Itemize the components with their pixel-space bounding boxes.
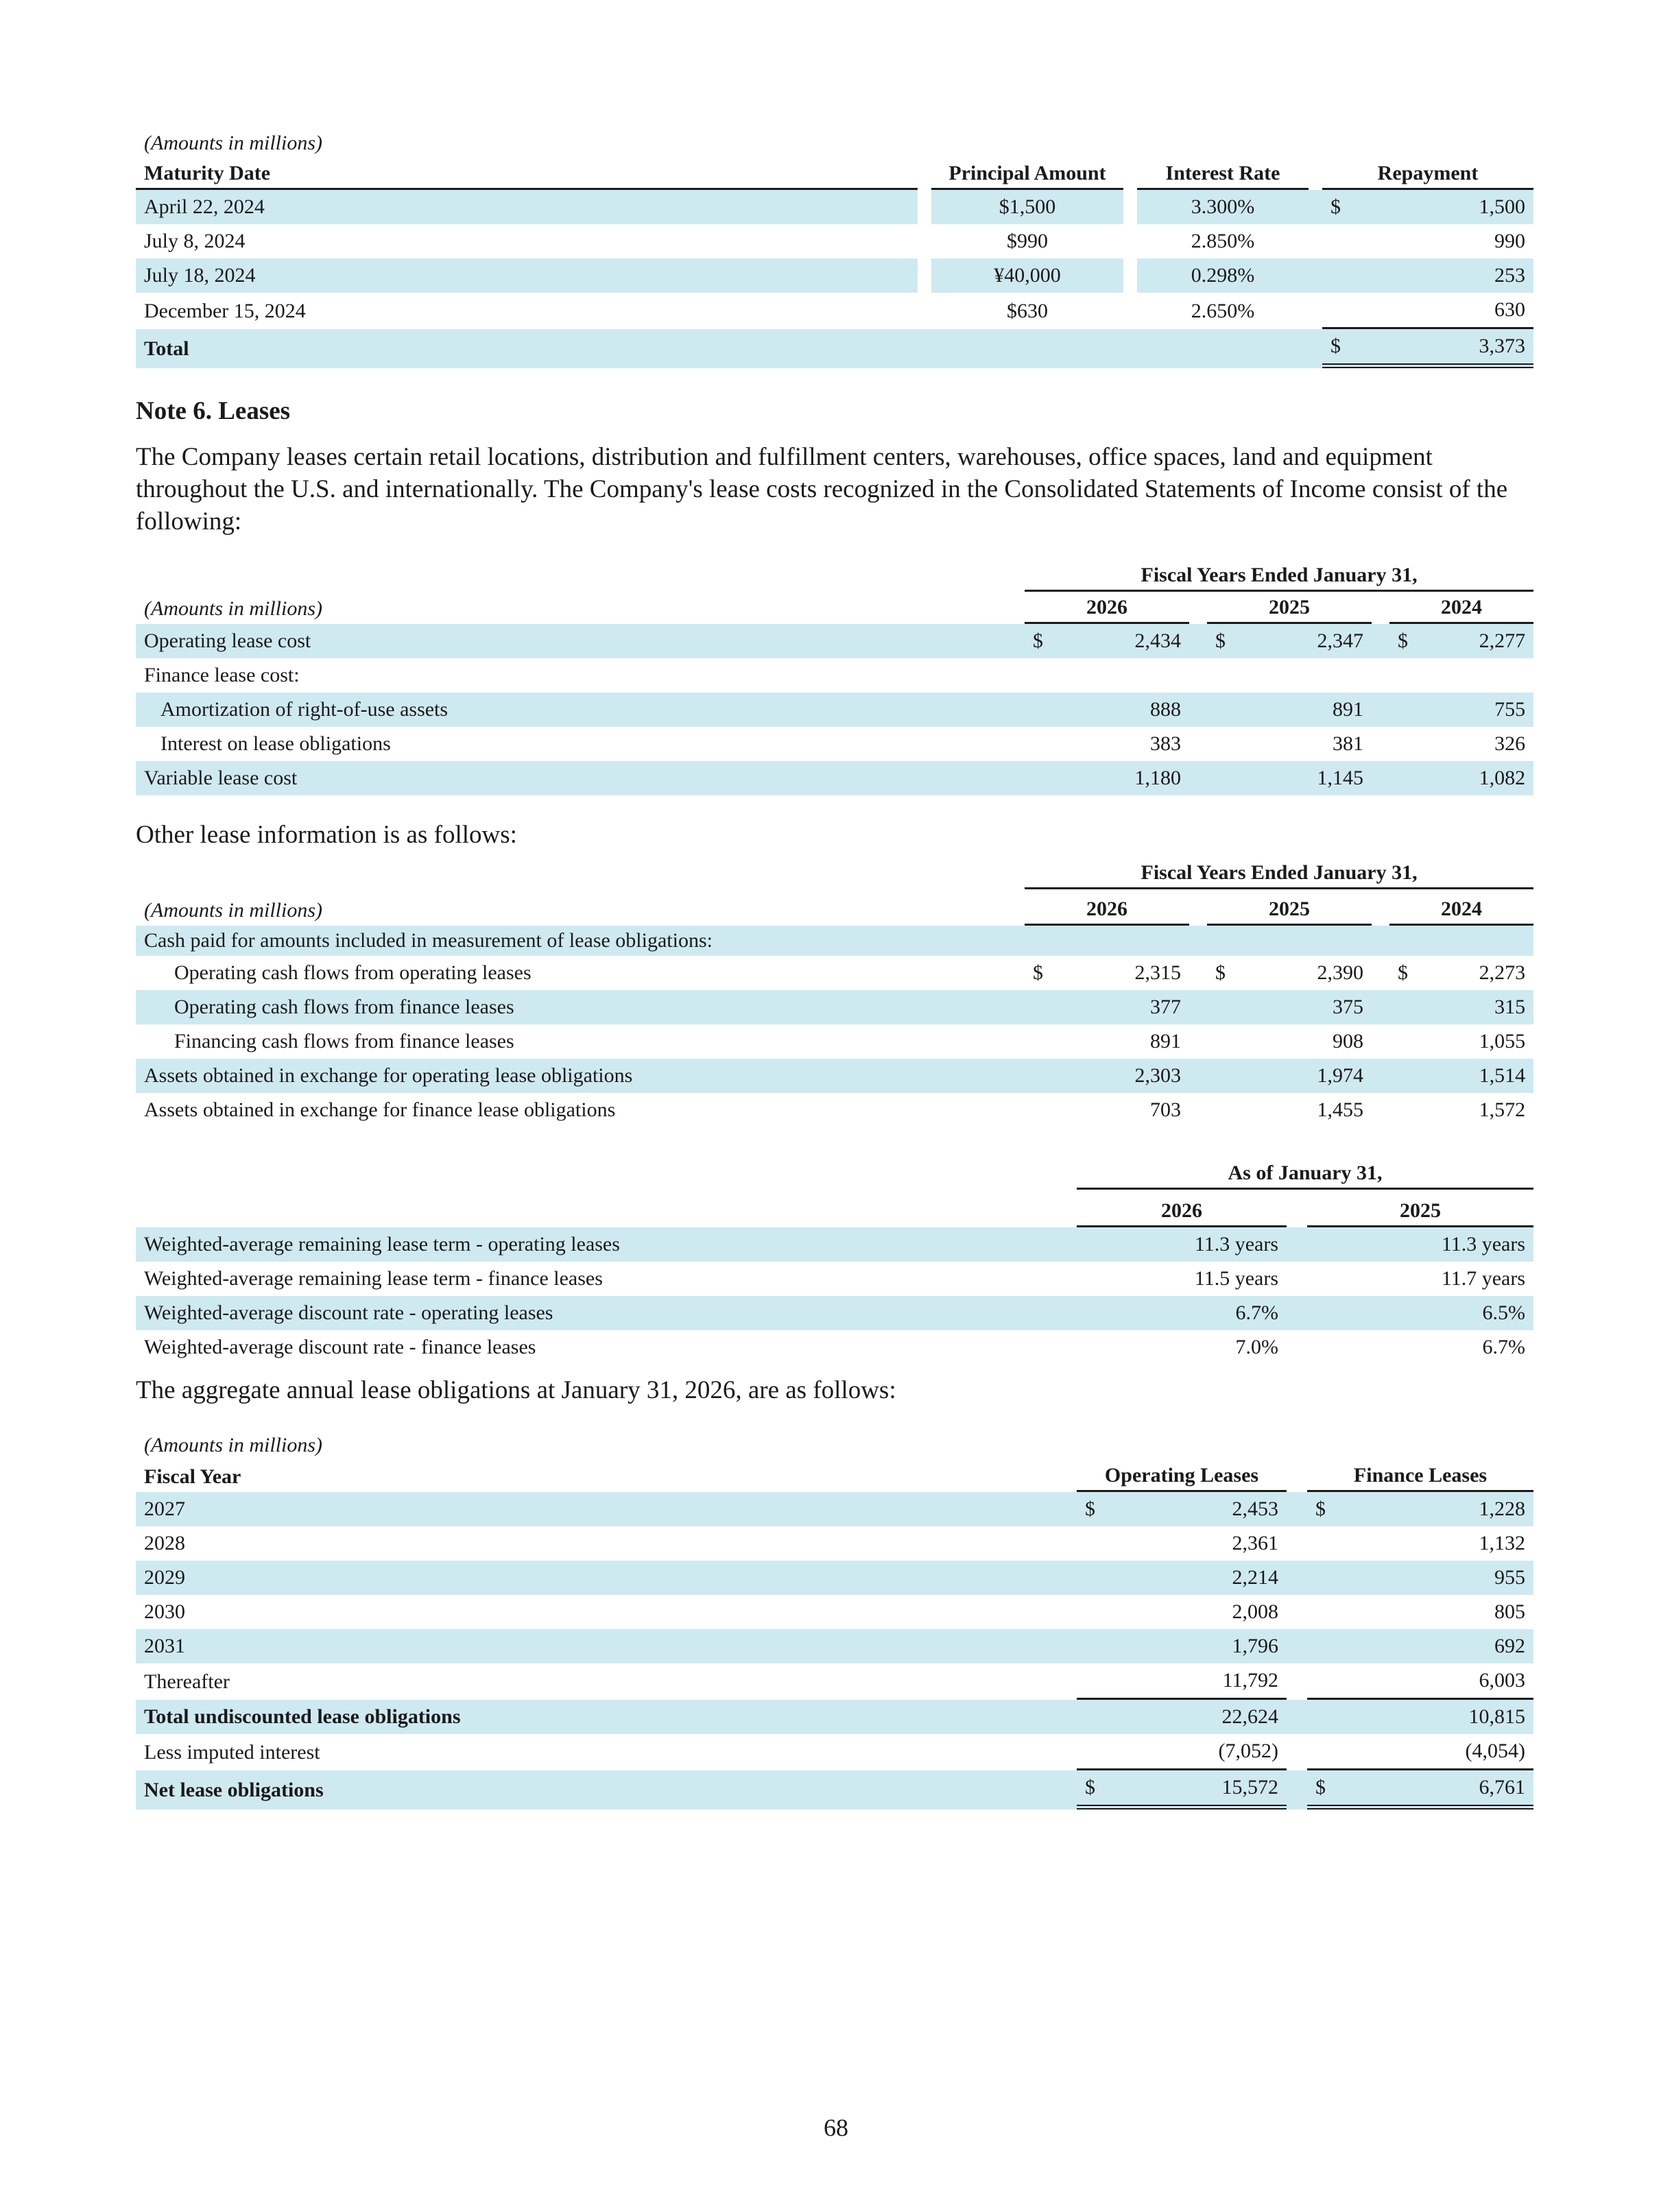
total-undiscounted-row <box>136 1700 1533 1734</box>
row-label: Assets obtained in exchange for finance lease obligations <box>144 1098 616 1121</box>
currency-symbol: $ <box>1322 190 1363 224</box>
finance-value: 955 <box>1341 1561 1533 1595</box>
table-row <box>136 693 1533 727</box>
value-2025: 2,390 <box>1317 961 1363 984</box>
finance-value: 805 <box>1494 1600 1525 1623</box>
row-label: Weighted-average remaining lease term - finance leases <box>144 1267 603 1290</box>
repayment-value: 630 <box>1363 293 1533 329</box>
value-2025: 1,145 <box>1241 761 1372 795</box>
year-header: 2026 <box>1077 1190 1287 1227</box>
principal-amount: ¥40,000 <box>931 259 1123 293</box>
value-2024: 326 <box>1494 732 1526 755</box>
value-2026 <box>1059 658 1189 693</box>
principal-amount: $990 <box>1007 230 1048 252</box>
notes-repayment-table <box>136 128 1533 368</box>
currency-symbol: $ <box>1077 1492 1111 1526</box>
value-2026: 11.3 years <box>1077 1227 1287 1262</box>
amounts-label: (Amounts in millions) <box>144 132 322 154</box>
repayment-value: 253 <box>1363 259 1533 293</box>
operating-value: 2,008 <box>1232 1600 1278 1623</box>
currency-symbol: $ <box>1215 961 1226 984</box>
row-label: Less imputed interest <box>144 1740 320 1764</box>
value-2026: 888 <box>1059 693 1189 727</box>
col-header-principal-amount: Principal Amount <box>931 158 1123 190</box>
operating-value: 2,453 <box>1111 1492 1287 1526</box>
operating-value: 15,572 <box>1111 1770 1287 1810</box>
col-header-finance-leases: Finance Leases <box>1307 1460 1533 1492</box>
table-row <box>136 1296 1533 1330</box>
value-2024: 755 <box>1424 693 1533 727</box>
value-2025: 6.5% <box>1307 1296 1533 1330</box>
total-label: Total <box>136 329 918 368</box>
fiscal-year: 2031 <box>136 1629 1077 1663</box>
col-header-fiscal-year: Fiscal Year <box>144 1465 241 1488</box>
maturity-date: April 22, 2024 <box>136 190 918 224</box>
fiscal-year: Thereafter <box>144 1670 230 1693</box>
interest-rate: 3.300% <box>1137 190 1309 224</box>
value-2025: 11.7 years <box>1441 1267 1526 1290</box>
value-2026: 7.0% <box>1235 1336 1278 1358</box>
value-2025 <box>1241 658 1372 693</box>
year-header: 2024 <box>1389 592 1533 624</box>
fiscal-year: 2030 <box>144 1600 185 1623</box>
finance-value: 1,132 <box>1479 1532 1525 1554</box>
value-2026: 703 <box>1150 1098 1181 1121</box>
currency-symbol: $ <box>1307 1492 1341 1526</box>
row-label: Assets obtained in exchange for operating lease obligations <box>136 1059 1025 1093</box>
table-row <box>136 224 1533 259</box>
value-2026: 2,434 <box>1059 624 1189 658</box>
table-row <box>136 624 1533 658</box>
lease-obligations-table <box>136 1430 1533 1810</box>
row-label: Total undiscounted lease obligations <box>136 1700 1077 1734</box>
table-row <box>136 926 1533 956</box>
year-header: 2025 <box>1307 1190 1533 1227</box>
table-row <box>136 990 1533 1024</box>
maturity-date: July 18, 2024 <box>136 259 918 293</box>
value-2026: 6.7% <box>1077 1296 1287 1330</box>
currency-symbol: $ <box>1389 624 1424 658</box>
currency-symbol <box>1322 293 1363 329</box>
value-2024: 315 <box>1424 990 1533 1024</box>
value-2025: 1,455 <box>1317 1098 1363 1121</box>
repayment-value: 1,500 <box>1363 190 1533 224</box>
row-label: Net lease obligations <box>136 1770 1077 1810</box>
value-2025: 381 <box>1333 732 1363 755</box>
value-2024: 1,055 <box>1479 1030 1526 1053</box>
table-row <box>136 1262 1533 1296</box>
principal-amount: $1,500 <box>931 190 1123 224</box>
row-label: Variable lease cost <box>136 761 1025 795</box>
currency-symbol: $ <box>1322 329 1363 368</box>
table-row <box>136 956 1533 990</box>
year-header: 2026 <box>1025 889 1189 926</box>
section-heading: Note 6. Leases <box>136 397 291 425</box>
table-row <box>136 259 1533 293</box>
finance-value: 6,003 <box>1341 1663 1533 1700</box>
interest-rate: 2.850% <box>1191 230 1255 252</box>
year-header: 2025 <box>1207 592 1372 624</box>
col-header-maturity-date: Maturity Date <box>136 158 918 190</box>
value-2024: 1,572 <box>1479 1098 1526 1121</box>
value-2024: 2,273 <box>1479 961 1526 984</box>
currency-symbol: $ <box>1025 624 1059 658</box>
fiscal-year: 2028 <box>144 1532 185 1554</box>
currency-symbol <box>1322 259 1363 293</box>
value-2025: 11.3 years <box>1307 1227 1533 1262</box>
value-2026: 2,315 <box>1134 961 1181 984</box>
table-row <box>136 658 1533 693</box>
year-header: 2026 <box>1025 592 1189 624</box>
table-row <box>136 1024 1533 1059</box>
table-row <box>136 1227 1533 1262</box>
amounts-label: (Amounts in millions) <box>144 898 322 922</box>
value-2026: 383 <box>1150 732 1181 755</box>
fiscal-year: 2029 <box>136 1561 1077 1595</box>
currency-symbol: $ <box>1077 1770 1111 1810</box>
operating-value: 22,624 <box>1111 1700 1287 1734</box>
table-row <box>136 1526 1533 1561</box>
operating-value: 2,214 <box>1111 1561 1287 1595</box>
currency-symbol: $ <box>1033 961 1043 984</box>
page-number: 68 <box>824 2114 848 2141</box>
value-2024: 1,082 <box>1424 761 1533 795</box>
table-row <box>136 1492 1533 1526</box>
table-row <box>136 761 1533 795</box>
total-row <box>136 329 1533 368</box>
aggregate-intro: The aggregate annual lease obligations at January 31, 2026, are as follows: <box>136 1376 896 1404</box>
row-label: Financing cash flows from finance leases <box>174 1030 514 1053</box>
table-row <box>136 727 1533 761</box>
repayment-value: 990 <box>1494 230 1525 252</box>
currency-symbol: $ <box>1398 961 1408 984</box>
group-header: As of January 31, <box>1077 1157 1533 1190</box>
less-interest-row <box>136 1734 1533 1770</box>
group-header: Fiscal Years Ended January 31, <box>1025 857 1533 889</box>
finance-value: 692 <box>1341 1629 1533 1663</box>
table-row <box>136 1059 1533 1093</box>
row-label: Weighted-average discount rate - finance leases <box>144 1336 536 1358</box>
group-header: Fiscal Years Ended January 31, <box>1025 560 1533 592</box>
row-label: Cash paid for amounts included in measurement of lease obligations: <box>136 926 1533 956</box>
value-2025: 891 <box>1241 693 1372 727</box>
operating-value: 2,361 <box>1232 1532 1278 1554</box>
currency-symbol <box>1322 224 1363 259</box>
currency-symbol: $ <box>1307 1770 1341 1810</box>
year-header: 2025 <box>1207 889 1372 926</box>
row-label: Operating cash flows from operating leases <box>174 961 532 984</box>
fiscal-year: 2027 <box>136 1492 1077 1526</box>
finance-value: 10,815 <box>1341 1700 1533 1734</box>
row-label: Weighted-average discount rate - operating leases <box>136 1296 1077 1330</box>
value-2026: 891 <box>1150 1030 1181 1053</box>
operating-value: (7,052) <box>1111 1734 1287 1770</box>
amounts-label: (Amounts in millions) <box>144 1434 322 1456</box>
principal-amount: $630 <box>1007 299 1048 322</box>
table-row <box>136 1330 1533 1365</box>
value-2025: 1,974 <box>1241 1059 1372 1093</box>
value-2026: 2,303 <box>1059 1059 1189 1093</box>
interest-rate: 0.298% <box>1137 259 1309 293</box>
value-2024: 2,277 <box>1424 624 1533 658</box>
row-label: Weighted-average remaining lease term - operating leases <box>136 1227 1077 1262</box>
table-row <box>136 1629 1533 1663</box>
col-header-operating-leases: Operating Leases <box>1077 1460 1287 1492</box>
table-row <box>136 293 1533 329</box>
net-obligations-row <box>136 1770 1533 1810</box>
year-header: 2024 <box>1389 889 1533 926</box>
value-2024 <box>1424 658 1533 693</box>
value-2025: 908 <box>1333 1030 1363 1053</box>
table-row <box>136 190 1533 224</box>
row-label: Amortization of right-of-use assets <box>136 693 1025 727</box>
row-label: Operating lease cost <box>136 624 1025 658</box>
maturity-date: December 15, 2024 <box>144 299 306 322</box>
value-2025: 6.7% <box>1482 1336 1526 1358</box>
table-row <box>136 1093 1533 1127</box>
value-2025: 2,347 <box>1241 624 1372 658</box>
maturity-date: July 8, 2024 <box>144 230 246 252</box>
operating-value: 11,792 <box>1111 1663 1287 1700</box>
currency-symbol: $ <box>1207 624 1241 658</box>
row-label: Finance lease cost: <box>144 664 300 686</box>
finance-value: (4,054) <box>1341 1734 1533 1770</box>
lease-costs-table <box>136 560 1533 795</box>
weighted-average-table <box>136 1157 1533 1365</box>
amounts-label: (Amounts in millions) <box>144 597 322 620</box>
row-label: Interest on lease obligations <box>160 732 391 755</box>
value-2025: 375 <box>1241 990 1372 1024</box>
value-2024: 1,514 <box>1424 1059 1533 1093</box>
col-header-repayment: Repayment <box>1322 158 1533 190</box>
value-2026: 1,180 <box>1059 761 1189 795</box>
other-lease-info-table <box>136 857 1533 1127</box>
other-info-intro: Other lease information is as follows: <box>136 821 517 849</box>
row-label: Operating cash flows from finance leases <box>136 990 1025 1024</box>
col-header-interest-rate: Interest Rate <box>1137 158 1309 190</box>
table-row <box>136 1663 1533 1700</box>
table-row <box>136 1561 1533 1595</box>
value-2026: 377 <box>1059 990 1189 1024</box>
value-2026: 11.5 years <box>1194 1267 1278 1290</box>
finance-value: 6,761 <box>1341 1770 1533 1810</box>
total-value: 3,373 <box>1363 329 1533 368</box>
interest-rate: 2.650% <box>1191 299 1255 322</box>
finance-value: 1,228 <box>1341 1492 1533 1526</box>
operating-value: 1,796 <box>1111 1629 1287 1663</box>
table-row <box>136 1595 1533 1629</box>
intro-paragraph: The Company leases certain retail locations, distribution and fulfillment centers, warehouses, office spaces, land and equipment throughout the U.S. and internationally. The Company's lease costs recognized in the Consolidated Statements of Income consist of the following: <box>136 443 1508 536</box>
